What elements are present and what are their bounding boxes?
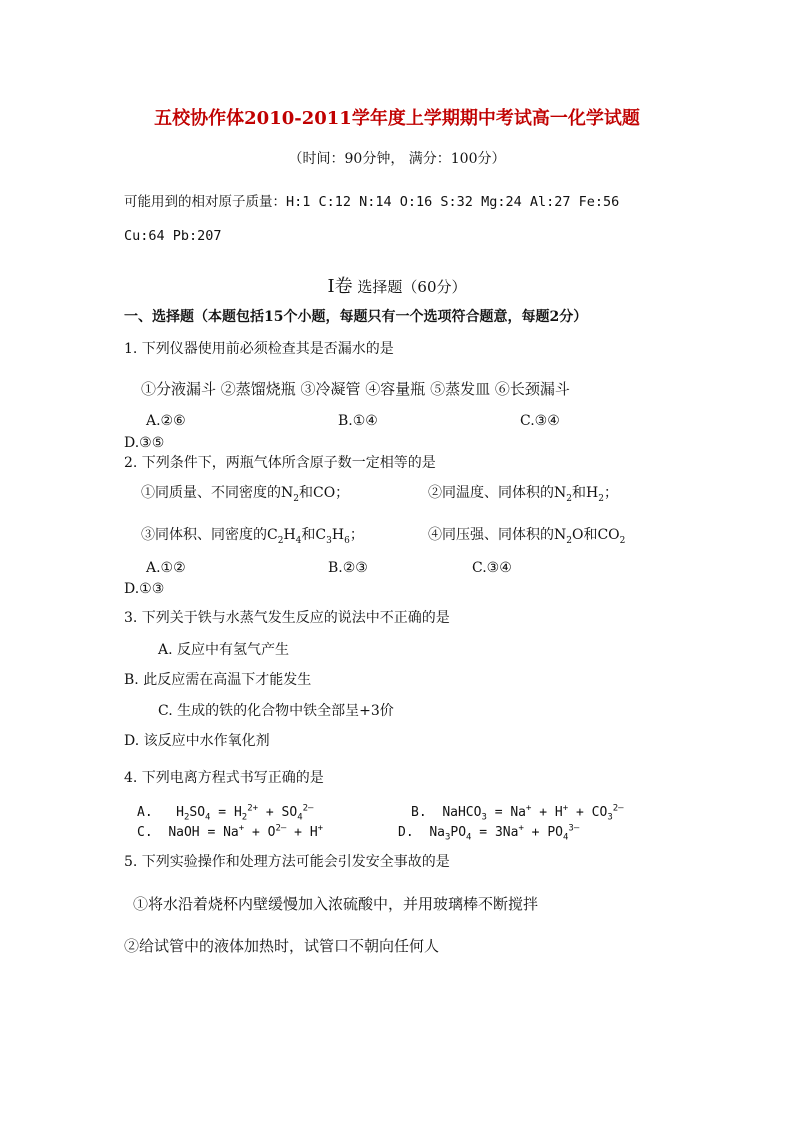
- q4-a-s3: 2: [241, 812, 248, 823]
- q2-item-4-sub-1: 2: [566, 535, 572, 546]
- q4-option-c: [137, 823, 324, 840]
- q5-item-1: ①将水沿着烧杯内壁缓慢加入浓硫酸中，并用玻璃棒不断搅拌: [133, 895, 539, 913]
- q2-item-1: [141, 485, 350, 504]
- q4-d-u1: +: [518, 823, 524, 834]
- q4-option-a: [137, 803, 314, 823]
- q2-item-2-sub-2: 2: [598, 493, 604, 504]
- q2-option-a: A.①②: [146, 560, 186, 576]
- q4-d-t2: PO: [450, 825, 467, 840]
- q4-a-t4: + SO: [258, 805, 298, 820]
- q2-item-2-suffix: ；: [603, 485, 618, 501]
- q4-b-t4: + CO: [568, 805, 608, 820]
- q2-item-4-sub-2: 2: [619, 535, 626, 546]
- q2-stem: 2. 下列条件下，两瓶气体所含原子数一定相等的是: [124, 455, 436, 471]
- q4-a-u2: 2—: [302, 803, 314, 814]
- q2-item-2-mid: 和H: [571, 485, 599, 501]
- q3-option-a: A. 反应中有氢气产生: [158, 642, 290, 658]
- q3-option-c: C. 生成的铁的化合物中铁全部呈+3价: [158, 703, 394, 719]
- q4-b-s1: 3: [481, 812, 487, 823]
- q2-item-3-sub-4: 6: [344, 535, 350, 546]
- q5-stem: 5. 下列实验操作和处理方法可能会引发安全事故的是: [124, 854, 450, 870]
- q2-item-3-mid-3: H: [331, 527, 345, 543]
- q4-d-t1: Na: [429, 825, 445, 840]
- q4-a-s2: 4: [205, 812, 211, 823]
- q4-option-d: [398, 823, 580, 843]
- q4-b-t2: = Na: [486, 805, 527, 820]
- q4-d-t4: + PO: [523, 825, 563, 840]
- q4-a-t2: SO: [189, 805, 206, 820]
- q4-b-t1: NaHCO: [442, 805, 482, 820]
- q4-a-t1: H: [176, 805, 184, 820]
- q2-option-d: D.①③: [124, 581, 165, 597]
- q2-option-b: B.②③: [328, 560, 368, 576]
- q4-c-label: C.: [137, 825, 153, 840]
- q4-c-t3: + H: [286, 825, 318, 840]
- part-heading: 一、选择题（本题包括15个小题，每题只有一个选项符合题意，每题2分）: [124, 309, 588, 325]
- section-label: 选择题（60分）: [357, 278, 467, 296]
- q4-option-b: [411, 803, 624, 823]
- q4-d-u2: 3—: [568, 823, 580, 834]
- q2-item-4-prefix: ④同压强、同体积的N: [428, 527, 567, 543]
- atomic-mass-line-1: 可能用到的相对原子质量：H:1 C:12 N:14 O:16 S:32 Mg:24 Al:27 Fe:56: [124, 194, 620, 210]
- q2-item-2-sub-1: 2: [566, 493, 572, 504]
- q3-option-b: B. 此反应需在高温下才能发生: [124, 672, 312, 688]
- q2-option-c: C.③④: [472, 560, 512, 576]
- q2-item-2: [428, 485, 618, 504]
- q2-item-4: [428, 527, 626, 546]
- atomic-mass-line-2: Cu:64 Pb:207: [124, 228, 222, 244]
- q2-item-3-suffix: ；: [349, 527, 364, 543]
- q4-a-s1: 2: [183, 812, 190, 823]
- q4-c-u3: +: [317, 823, 324, 834]
- q2-item-3-mid-1: H: [283, 527, 296, 543]
- q2-item-1-prefix: ①同质量、不同密度的N: [141, 485, 294, 501]
- q4-d-s2: 4: [466, 832, 472, 843]
- q5-item-2: ②给试管中的液体加热时，试管口不朝向任何人: [124, 937, 440, 955]
- q2-item-3-sub-1: 2: [277, 535, 284, 546]
- q4-b-u3: 2—: [612, 803, 624, 814]
- q4-c-t1: NaOH = Na: [168, 825, 239, 840]
- q2-item-3-sub-3: 3: [326, 535, 332, 546]
- q2-item-3-prefix: ③同体积、同密度的C: [141, 527, 278, 543]
- page-title: 五校协作体2010-2011学年度上学期期中考试高一化学试题: [154, 108, 640, 129]
- q1-option-d: D.③⑤: [124, 435, 165, 451]
- q4-d-s1: 3: [444, 832, 451, 843]
- q1-items: ①分液漏斗 ②蒸馏烧瓶 ③冷凝管 ④容量瓶 ⑤蒸发皿 ⑥长颈漏斗: [141, 380, 570, 398]
- q1-option-b: B.①④: [338, 413, 378, 429]
- q2-item-3-sub-2: 4: [295, 535, 302, 546]
- q2-item-1-sub: 2: [293, 493, 299, 504]
- q4-a-t3: = H: [210, 805, 242, 820]
- q4-a-s4: 4: [297, 812, 303, 823]
- q2-item-2-prefix: ②同温度、同体积的N: [428, 485, 567, 501]
- q2-item-1-suffix: 和CO；: [298, 485, 350, 501]
- q4-d-label: D.: [398, 825, 414, 840]
- q4-d-s3: 4: [563, 832, 569, 843]
- section-title: [0, 278, 794, 296]
- q1-option-c: C.③④: [520, 413, 560, 429]
- q2-item-3: [141, 527, 364, 546]
- q4-a-label: A.: [137, 805, 153, 820]
- q3-option-d: D. 该反应中水作氧化剂: [124, 733, 270, 749]
- q4-c-u1: +: [238, 823, 245, 834]
- q4-a-u1: 2+: [247, 803, 259, 814]
- q2-item-3-mid-2: 和C: [301, 527, 327, 543]
- q1-option-a: A.②⑥: [146, 413, 186, 429]
- q4-b-u2: +: [562, 803, 569, 814]
- section-roman: Ⅰ卷: [327, 276, 353, 297]
- q4-b-t3: + H: [531, 805, 563, 820]
- q4-d-t3: = 3Na: [471, 825, 519, 840]
- q4-stem: 4. 下列电离方程式书写正确的是: [124, 770, 324, 786]
- q4-b-label: B.: [411, 805, 427, 820]
- exam-time-info: （时间：90分钟， 满分：100分）: [288, 151, 506, 167]
- q4-c-u2: 2—: [275, 823, 287, 834]
- q4-b-s2: 3: [607, 812, 613, 823]
- q2-item-4-mid: O和CO: [571, 527, 620, 543]
- q4-c-t2: + O: [244, 825, 276, 840]
- q4-b-u1: +: [526, 803, 532, 814]
- q1-stem: 1. 下列仪器使用前必须检查其是否漏水的是: [124, 341, 394, 357]
- q3-stem: 3. 下列关于铁与水蒸气发生反应的说法中不正确的是: [124, 610, 450, 626]
